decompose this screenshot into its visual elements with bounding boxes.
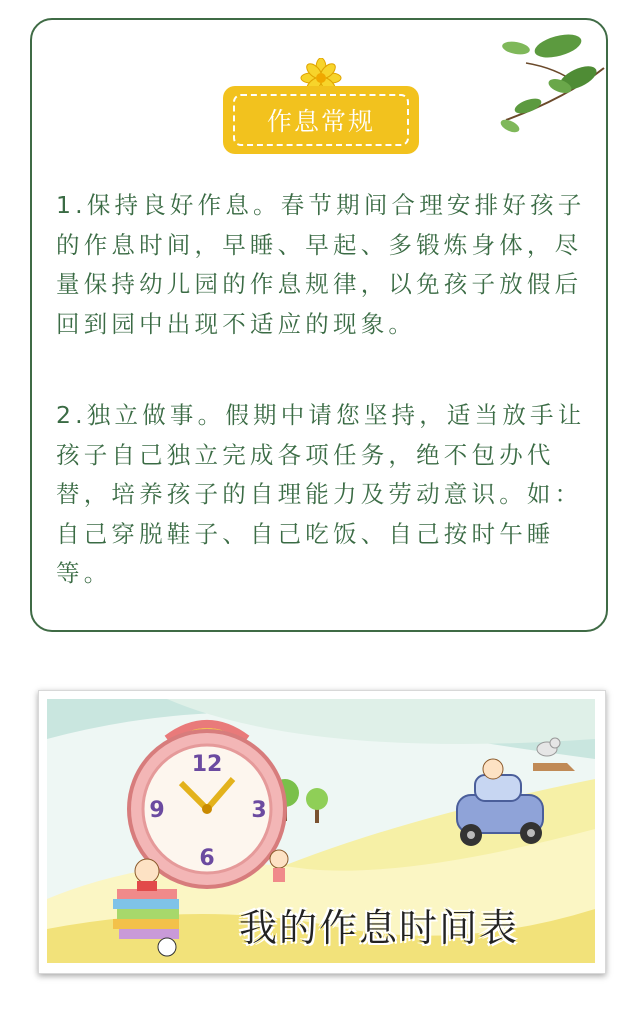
schedule-illustration: [38, 690, 606, 974]
clock-number-12: 12: [191, 752, 223, 777]
clock-number-3: 3: [251, 798, 267, 823]
title-badge: [223, 72, 419, 154]
paragraph-sleep-routine: 1.保持良好作息。春节期间合理安排好孩子的作息时间，早睡、早起、多锻炼身体，尽量保持幼儿园的作息规律，以免孩子放假后回到园中出现不适应的现象。: [56, 191, 586, 338]
clock-number-6: 6: [199, 846, 215, 871]
leaf-branch-icon: [486, 28, 606, 138]
paragraph-independence: 2.独立做事。假期中请您坚持，适当放手让孩子自己独立完成各项任务，绝不包办代替，培养孩子的自理能力及劳动意识。如：自己穿脱鞋子、自己吃饭、自己按时午睡等。: [56, 401, 586, 587]
schedule-card: [30, 18, 608, 632]
illustration-title: 我的作息时间表: [239, 906, 520, 950]
clock-number-9: 9: [149, 798, 165, 823]
card-title: 作息常规: [233, 94, 409, 146]
